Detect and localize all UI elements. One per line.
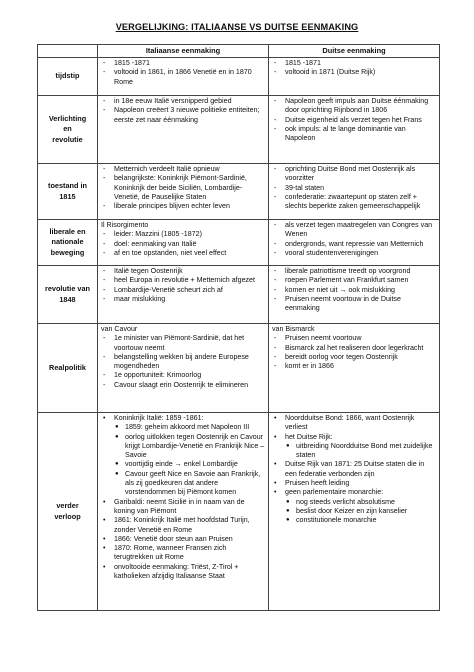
list-item	[114, 433, 265, 461]
bullet-list	[272, 165, 436, 211]
list-item	[101, 286, 265, 295]
row-label-line: Verlichting	[48, 113, 87, 123]
list-item	[101, 295, 265, 304]
list-item	[101, 165, 265, 174]
bullet-list	[272, 221, 436, 258]
bullet-marker: ●	[115, 424, 119, 431]
list-item-text: Duitse Rijk van 1871: 25 Duitse staten die in een federatie verbonden zijn	[285, 460, 425, 478]
bullet-marker: -	[103, 352, 106, 361]
table-row	[38, 220, 440, 266]
list-item	[101, 97, 265, 106]
list-item-text: Cavour slaagt erin Oostenrijk te elimineren	[114, 380, 249, 389]
list-item	[101, 353, 265, 372]
italian-cell	[98, 58, 269, 96]
bullet-list	[285, 498, 436, 526]
table-row	[38, 324, 440, 413]
list-item-text: Il Risorgimento	[101, 221, 149, 229]
table-row	[38, 164, 440, 220]
list-item	[101, 535, 265, 544]
list-item-text: 39-tal staten	[285, 183, 325, 192]
list-item-text: Napoleon creëert 3 nieuwe politieke entiteiten; eerste zet naar éénmaking	[114, 106, 260, 124]
row-label-line: toestand in	[48, 181, 87, 190]
table-row	[38, 96, 440, 164]
bullet-marker: -	[274, 239, 277, 248]
list-item-text: Cavour geeft Nice en Savoie aan Frankrijk, als zij goedkeuren dat andere vorstendommen bij Piëmont komen	[125, 469, 261, 497]
bullet-marker: -	[274, 59, 277, 67]
table-row	[38, 413, 440, 611]
bullet-marker: ●	[115, 470, 119, 477]
bullet-marker: -	[103, 59, 106, 67]
table-body	[38, 58, 440, 611]
bullet-marker: •	[274, 479, 277, 488]
list-item-text: roepen Parlement van Frankfurt samen	[285, 276, 409, 285]
list-item	[272, 267, 436, 276]
list-item-text: in 18e eeuw Italië versnipperd gebied	[114, 97, 232, 105]
list-item-text: voortijdig einde → enkel Lombardije	[125, 460, 238, 469]
list-item-text: 1815 -1871	[285, 59, 321, 67]
bullet-list	[272, 97, 436, 143]
row-label-line: revolutie	[52, 134, 83, 144]
bullet-marker: -	[103, 334, 106, 343]
list-item-text: Noordduitse Bond: 1866, want Oostenrijk verliest	[285, 414, 415, 432]
row-label	[38, 413, 98, 611]
list-item	[101, 59, 265, 68]
row-label-line: verder	[56, 501, 79, 510]
list-item	[101, 334, 265, 353]
list-item-text: doel: eenmaking van Italië	[114, 239, 197, 248]
list-item	[272, 433, 436, 461]
list-item	[101, 174, 265, 202]
list-item-text: liberale principes blijven echter leven	[114, 202, 230, 211]
list-item-text: 1866: Venetië door steun aan Pruisen	[114, 534, 233, 543]
list-item	[272, 221, 436, 240]
italian-cell	[98, 413, 269, 611]
comparison-table	[37, 44, 440, 611]
bullet-marker: -	[103, 165, 106, 173]
bullet-marker: -	[274, 343, 277, 352]
list-item-text: 1815 -1871	[114, 59, 150, 67]
bullet-list	[285, 442, 436, 461]
list-item-text: Pruisen neemt voortouw in de Duitse eenmaking	[285, 294, 401, 313]
list-item-text: heel Europa in revolutie + Metternich afgezet	[114, 276, 255, 285]
bullet-marker: •	[103, 497, 106, 506]
bullet-marker: -	[103, 239, 106, 248]
bullet-marker: -	[103, 380, 106, 389]
list-item-text: constitutionele monarchie	[296, 516, 377, 525]
list-item-text: 1870: Rome, wanneer Fransen zich terugtrekken uit Rome	[114, 544, 227, 562]
bullet-marker: -	[274, 294, 277, 303]
bullet-marker: -	[274, 285, 277, 294]
bullet-list	[101, 325, 265, 390]
bullet-marker: -	[274, 221, 277, 229]
list-item-text: 1861: Koninkrijk Italië met hoofdstad Turijn, zonder Venetië en Rome	[114, 516, 250, 534]
list-item	[101, 276, 265, 285]
german-cell	[269, 96, 440, 164]
row-label-line: revolutie van	[44, 284, 90, 293]
bullet-marker: ●	[286, 507, 290, 514]
list-item	[101, 249, 265, 258]
bullet-marker: ●	[115, 461, 119, 468]
list-item-text: maar mislukking	[114, 294, 166, 303]
row-label-line: nationale	[51, 237, 84, 247]
list-item	[272, 414, 436, 433]
document-title: VERGELIJKING: ITALIAANSE VS DUITSE EENMAKING	[115, 22, 359, 32]
header-german: Duitse eenmaking	[269, 45, 440, 58]
list-item	[272, 184, 436, 193]
row-label-line: en	[63, 124, 72, 134]
list-item	[101, 544, 265, 563]
list-item-text: het Duitse Rijk:	[285, 432, 333, 441]
list-item	[101, 498, 265, 517]
bullet-marker: -	[103, 106, 106, 115]
list-item-text: van Cavour	[101, 325, 138, 333]
german-cell	[269, 164, 440, 220]
bullet-marker: -	[274, 192, 277, 201]
list-item	[101, 371, 265, 380]
list-item	[272, 362, 436, 371]
list-item-text: 1e opportuniteit: Krimoorlog	[114, 371, 202, 380]
list-item-text: Garibaldi: neemt Sicilië in in naam van de koning van Piëmont	[114, 497, 245, 515]
list-item-text: Duitse eigenheid als verzet tegen het Frans	[285, 115, 422, 124]
list-item	[272, 353, 436, 362]
row-label-line: liberale en	[49, 226, 86, 236]
row-label-line: 1815	[59, 191, 76, 201]
list-item-text: komt er in 1866	[285, 362, 334, 371]
list-item	[272, 488, 436, 525]
list-item-text: Bismarck zal het realiseren door legerkracht	[285, 343, 424, 352]
list-item	[114, 423, 265, 432]
list-item	[272, 479, 436, 488]
bullet-marker: -	[274, 248, 277, 257]
list-item	[101, 414, 265, 498]
list-item	[272, 68, 436, 77]
list-item-text: confederatie: zwaartepunt op staten zelf + slechts beperkte zaken gemeenschappelijk	[285, 192, 421, 211]
bullet-marker: •	[103, 534, 106, 543]
list-item	[101, 381, 265, 390]
bullet-list	[101, 414, 265, 581]
row-label-line: verloop	[54, 511, 81, 521]
german-cell	[269, 58, 440, 96]
bullet-marker: ●	[115, 433, 119, 440]
list-item	[101, 240, 265, 249]
bullet-marker: -	[274, 97, 277, 105]
bullet-marker: -	[274, 276, 277, 285]
german-cell	[269, 413, 440, 611]
bullet-list	[101, 221, 265, 258]
list-item-text: leider: Mazzini (1805 -1872)	[114, 230, 202, 239]
bullet-marker: -	[274, 267, 277, 275]
bullet-marker: •	[103, 414, 106, 422]
bullet-list	[101, 59, 265, 87]
list-item-text: Pruisen neemt voortouw	[285, 334, 362, 343]
list-item	[101, 106, 265, 125]
bullet-marker: •	[274, 460, 277, 469]
list-item-text: oprichting Duitse Bond met Oostenrijk als voorzitter	[285, 165, 416, 183]
list-item	[101, 221, 265, 230]
german-cell	[269, 220, 440, 266]
bullet-marker: -	[103, 97, 106, 105]
bullet-list	[101, 267, 265, 304]
list-item	[285, 507, 436, 516]
list-item-text: 1e minister van Piëmont-Sardinië, dat het voortouw neemt	[114, 334, 245, 352]
bullet-marker: -	[274, 183, 277, 192]
list-item	[272, 240, 436, 249]
table-row	[38, 58, 440, 96]
list-item	[272, 334, 436, 343]
italian-cell	[98, 96, 269, 164]
bullet-marker: ●	[286, 498, 290, 505]
bullet-list	[101, 165, 265, 211]
list-item-text: komen er niet uit → ook mislukking	[285, 285, 395, 294]
row-label	[38, 266, 98, 324]
list-item	[272, 193, 436, 212]
list-item-text: Metternich verdeelt Italië opnieuw	[114, 165, 220, 173]
list-item-text: onvoltooide eenmaking: Triëst, Z-Tirol + katholieken afzijdig Italiaanse Staat	[114, 562, 239, 581]
bullet-marker: ●	[286, 517, 290, 524]
list-item-text: ondergronds, want repressie van Metternich	[285, 239, 424, 248]
list-item-text: Italië tegen Oostenrijk	[114, 267, 183, 275]
list-item	[272, 125, 436, 144]
list-item	[272, 325, 436, 334]
list-item	[101, 267, 265, 276]
list-item-text: Napoleon geeft impuls aan Duitse éénmaking door oprichting Rijnbond in 1806	[285, 97, 429, 115]
table-row	[38, 266, 440, 324]
list-item-text: bereidt oorlog voor tegen Oostenrijk	[285, 352, 398, 361]
list-item	[272, 165, 436, 184]
list-item-text: af en toe opstanden, niet veel effect	[114, 248, 227, 257]
list-item	[272, 116, 436, 125]
list-item	[285, 442, 436, 461]
row-label	[38, 164, 98, 220]
bullet-marker: -	[103, 267, 106, 275]
row-label-line: tijdstip	[55, 71, 80, 81]
list-item	[272, 97, 436, 116]
bullet-marker: •	[103, 544, 106, 553]
list-item-text: geen parlementaire monarchie:	[285, 488, 384, 497]
list-item-text: Koninkrijk Italië: 1859 -1861:	[114, 414, 204, 422]
bullet-marker: •	[103, 562, 106, 571]
list-item	[285, 516, 436, 525]
row-label	[38, 324, 98, 413]
list-item-text: belangrijkste: Koninkrijk Piëmont-Sardinië, Koninkrijk der beide Siciliën, Lombardije-Venetië, de Pauselijke Staten	[114, 174, 247, 201]
bullet-marker: •	[274, 488, 277, 497]
list-item	[101, 516, 265, 535]
row-label-line: Realpolitik	[49, 362, 86, 372]
bullet-list	[272, 59, 436, 78]
header-italian: Italiaanse eenmaking	[98, 45, 269, 58]
bullet-marker: -	[274, 362, 277, 371]
row-label-line: beweging	[50, 247, 85, 257]
list-item	[272, 249, 436, 258]
row-label	[38, 96, 98, 164]
bullet-marker: •	[103, 516, 106, 525]
bullet-marker: -	[103, 294, 106, 303]
bullet-marker: ●	[286, 442, 290, 449]
bullet-marker: -	[103, 68, 106, 77]
header-empty	[38, 45, 98, 58]
list-item	[285, 498, 436, 507]
italian-cell	[98, 266, 269, 324]
bullet-marker: -	[103, 371, 106, 380]
row-label-line: 1848	[59, 294, 76, 304]
bullet-marker: -	[103, 248, 106, 257]
bullet-marker: -	[274, 115, 277, 124]
row-label	[38, 220, 98, 266]
bullet-marker: -	[274, 68, 277, 77]
list-item	[114, 470, 265, 498]
list-item-text: vooral studentenverenigingen	[285, 248, 379, 257]
list-item	[101, 202, 265, 211]
italian-cell	[98, 164, 269, 220]
bullet-marker: -	[103, 174, 106, 183]
german-cell	[269, 266, 440, 324]
bullet-list	[101, 97, 265, 125]
italian-cell	[98, 220, 269, 266]
list-item	[272, 276, 436, 285]
list-item-text: 1859: geheim akkoord met Napoleon III	[125, 423, 250, 432]
list-item	[101, 325, 265, 334]
list-item-text: nog steeds verlicht absolutisme	[296, 497, 395, 506]
list-item-text: van Bismarck	[272, 325, 315, 333]
bullet-marker: -	[103, 276, 106, 285]
bullet-marker: -	[103, 202, 106, 211]
bullet-marker: -	[103, 285, 106, 294]
bullet-list	[114, 423, 265, 497]
list-item-text: belangstelling wekken bij andere Europese mogendheden	[114, 352, 249, 371]
list-item	[272, 295, 436, 314]
list-item	[101, 563, 265, 582]
bullet-marker: -	[274, 334, 277, 343]
bullet-list	[272, 325, 436, 371]
list-item-text: als verzet tegen maatregelen van Congres van Wenen	[285, 221, 433, 239]
list-item	[272, 286, 436, 295]
list-item-text: beslist door Keizer en zijn kanselier	[296, 506, 408, 515]
bullet-list	[272, 267, 436, 313]
list-item	[114, 460, 265, 469]
bullet-marker: -	[274, 165, 277, 173]
list-item	[272, 460, 436, 479]
list-item-text: Lombardije-Venetië scheurt zich af	[114, 285, 223, 294]
german-cell	[269, 324, 440, 413]
bullet-marker: -	[103, 230, 106, 239]
list-item-text: voltooid in 1871 (Duitse Rijk)	[285, 68, 376, 77]
header-row	[38, 45, 440, 58]
list-item	[101, 230, 265, 239]
list-item-text: oorlog uitlokken tegen Oostenrijk en Cavour krijgt Lombardije-Venetië en Frankrijk Nice – Savoie	[125, 432, 265, 460]
list-item-text: voltooid in 1861, in 1866 Venetië en in 1870 Rome	[114, 68, 252, 86]
list-item-text: ook impuls: al te lange dominantie van Napoleon	[285, 124, 406, 143]
list-item-text: liberale patriottisme treedt op voorgrond	[285, 267, 411, 275]
bullet-marker: •	[274, 432, 277, 441]
bullet-marker: •	[274, 414, 277, 422]
list-item-text: Pruisen heeft leiding	[285, 479, 350, 488]
list-item	[272, 59, 436, 68]
list-item	[101, 68, 265, 87]
list-item	[272, 344, 436, 353]
bullet-marker: -	[274, 124, 277, 133]
italian-cell	[98, 324, 269, 413]
bullet-list	[272, 414, 436, 526]
row-label	[38, 58, 98, 96]
bullet-marker: -	[274, 352, 277, 361]
list-item-text: uitbreiding Noordduitse Bond met zuidelijke staten	[296, 441, 433, 460]
